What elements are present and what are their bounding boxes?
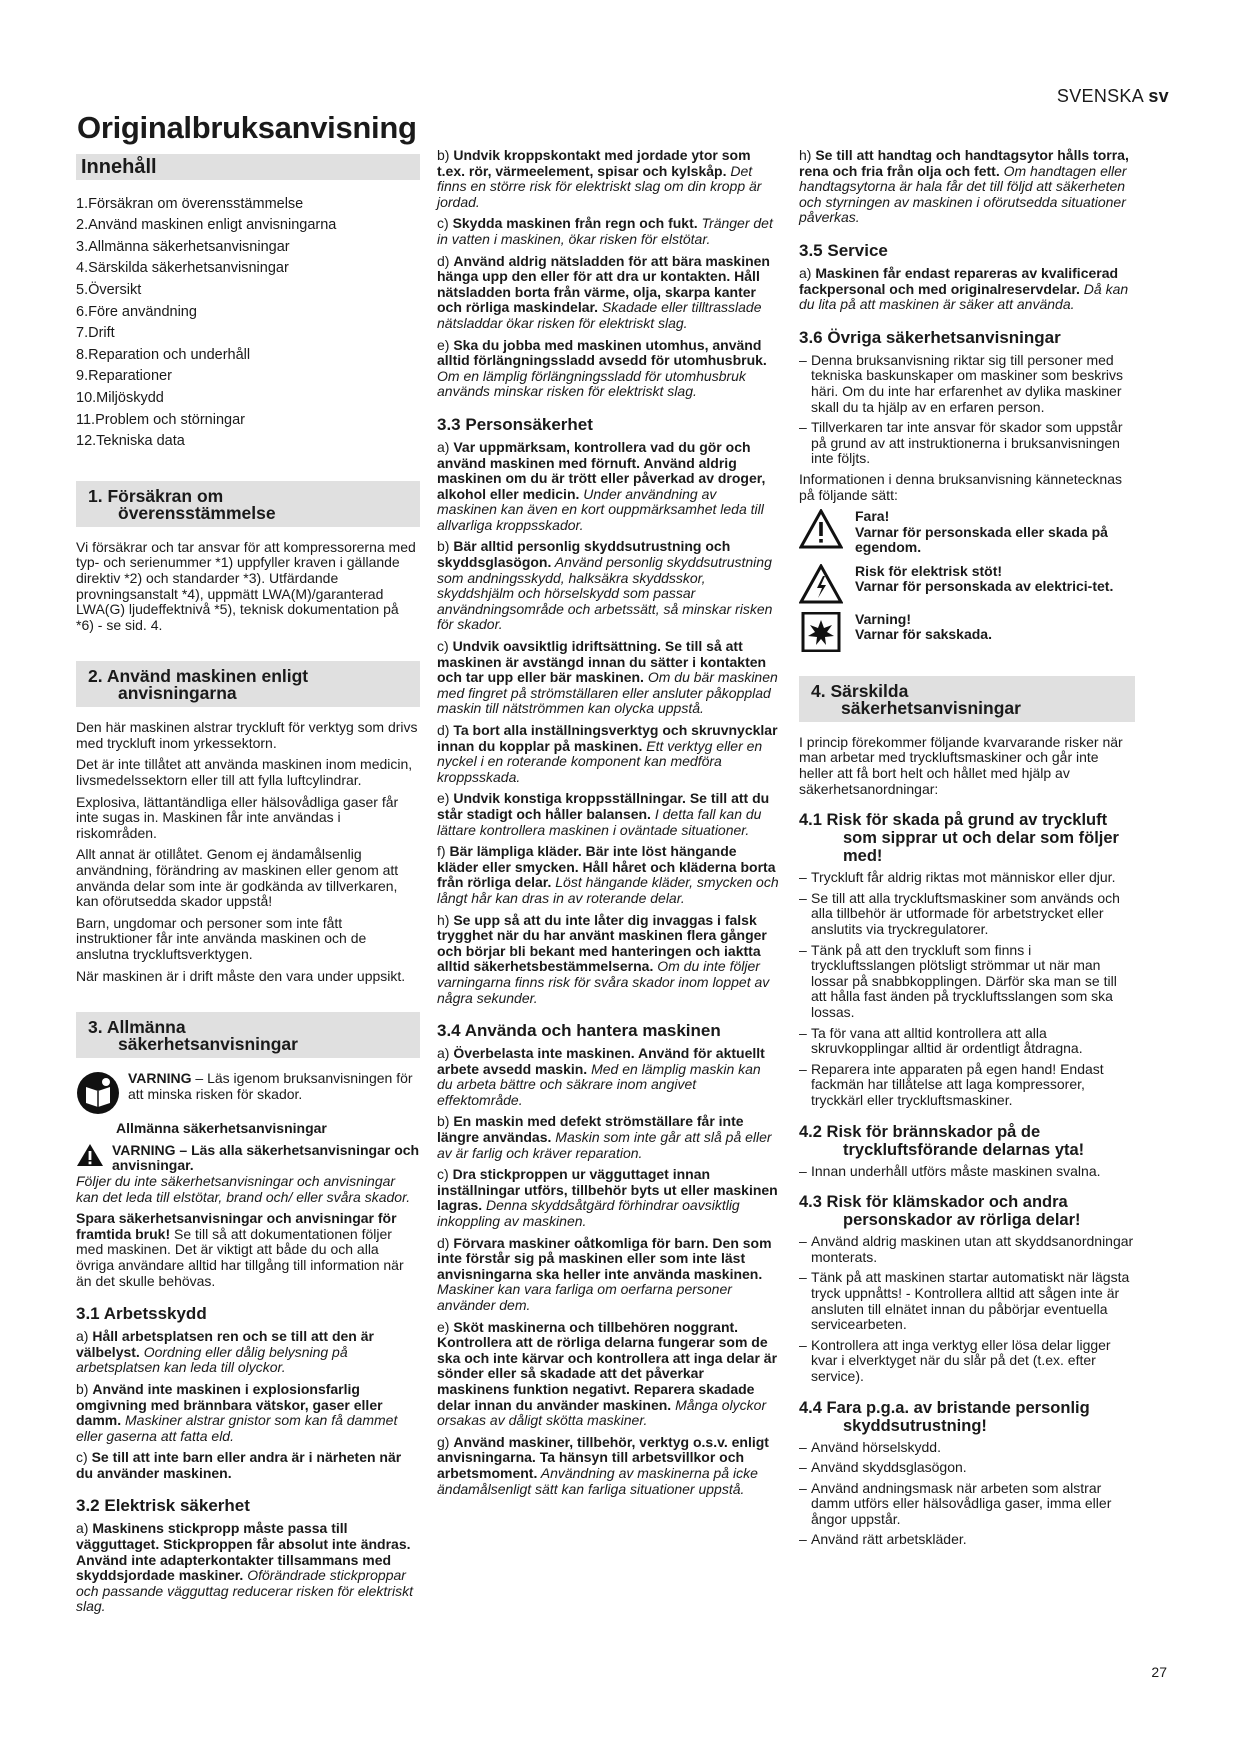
paragraph: Allt annat är otillåtet. Genom ej ändamålsenlig användning, förändring av maskinen eller genom att använda delar som inte är godkända av tillverkaren, kan oförutsedda skador uppstå!: [76, 846, 399, 910]
toc-item[interactable]: 8.Reparation och underhåll: [76, 346, 251, 363]
section-4-4-heading: 4.4 Fara p.g.a. av bristande personlig skyddsutrustning!: [799, 1398, 1090, 1435]
damage-warning-icon: [799, 612, 843, 652]
page-title: Originalbruksanvisning: [77, 110, 417, 145]
list-item: b) En maskin med defekt strömställare får inte längre användas. Maskin som inte går att slå på eller av är farlig och kräver reparation.: [437, 1113, 772, 1161]
sign-danger: Fara! Varnar för personskada eller skada på egendom.: [799, 509, 1135, 556]
toc-item[interactable]: 3.Allmänna säkerhetsanvisningar: [76, 238, 290, 255]
read-manual-notice: VARNING – Läs igenom bruksanvisningen för att minska risken för skador.: [76, 1071, 420, 1115]
section-2-heading: 2. Använd maskinen enligt anvisningarna: [76, 661, 420, 707]
dash-item: – Kontrollera att inga verktyg eller lösa delar ligger kvar i elverktyget när du slår på det (t.ex. efter service).: [799, 1338, 1135, 1385]
dash-item: – Se till att alla tryckluftsmaskiner som används och alla tillbehör är utformade för arbetstrycket eller anslutits via tryckregulatorer.: [799, 891, 1135, 938]
toc-item[interactable]: 7.Drift: [76, 325, 115, 342]
section-3-4-heading: 3.4 Använda och hantera maskinen: [437, 1021, 721, 1041]
read-manual-icon: [76, 1071, 120, 1115]
list-item: a) Var uppmärksam, kontrollera vad du gör och använd maskinen med förnuft. Använd aldrig maskinen om du är trött eller påverkad av droger, alkohol eller medicin. Under användning av maskinen kan även en kort ouppmärksamhet leda till allvarliga kroppsskador.: [437, 438, 766, 533]
list-item: h) Se till att handtag och handtagsytor hålls torra, rena och fria från olja och fett. Om handtagen eller handtagsytorna är hala får det till följd att säkerheten och styrningen av maskinen i oförutsedda situationer påverkas.: [799, 147, 1129, 226]
paragraph: Barn, ungdomar och personer som inte fått instruktioner får inte använda maskinen och de anslutna tryckluftsverktygen.: [76, 914, 367, 962]
dash-item: – Använd andningsmask när arbeten som alstrar damm utförs eller hälsovådliga gaser, imma eller ångor uppstår.: [799, 1481, 1135, 1528]
dash-item: – Reparera inte apparaten på egen hand! Endast fackmän har tillåtelse att laga kompressorer, tryckkärl eller tryckluftsmaskiner.: [799, 1062, 1135, 1109]
page-number: 27: [1151, 1664, 1167, 1680]
list-item: a) Överbelasta inte maskinen. Använd för aktuellt arbete avsedd maskin. Med en lämplig maskin kan du arbeta bättre och säkrare inom angivet effektområde.: [437, 1045, 765, 1108]
dash-item: – Ta för vana att alltid kontrollera att alla skruvkopplingar alltid är ordentligt åtdragna.: [799, 1026, 1135, 1057]
dash-item: – Tänk på att maskinen startar automatiskt när lägsta tryck uppnåtts! - Kontrollera alltid att sågen inte är ansluten till elnätet innan du påbörjar eventuella servicearbeten.: [799, 1270, 1135, 1332]
language-label: SVENSKA sv: [1056, 86, 1169, 106]
save-instructions: Spara säkerhetsanvisningar och anvisningar för framtida bruk! Se till så att dokumentationen följer med maskinen. Det är viktigt att både du och alla övriga användare alltid har tillgång till information när än det skulle behövas.: [76, 1210, 404, 1289]
column-2: [437, 148, 779, 1503]
section-3-heading: 3. Allmänna säkerhetsanvisningar: [76, 1012, 420, 1058]
dash-item: – Tänk på att den tryckluft som finns i tryckluftsslangen plötsligt strömmar ut när man lossar på snabbkopplingen. Därför ska man se till att hålla fast änden på tryckluftsslangen som ska lossas.: [799, 943, 1135, 1021]
dash-item: – Använd rätt arbetskläder.: [799, 1532, 1135, 1548]
list-item: e) Ska du jobba med maskinen utomhus, använd alltid förlängningssladd avsedd för utomhusbruk. Om en lämplig förlängningssladd för utomhusbruk används minskar risken för elektriskt slag.: [437, 336, 767, 400]
dash-item: – Denna bruksanvisning riktar sig till personer med tekniska baskunskaper om maskiner som beskrivs häri. Om du inte har erfarenhet av dylika maskiner skall du ta hjälp av en erfaren person.: [799, 353, 1135, 415]
warning-triangle-icon: [799, 509, 843, 549]
section-1-text: Vi försäkrar och tar ansvar för att kompressorerna med typ- och serienummer *1) uppfyller kraven i gällande direktiv *2) och standarder *3). Utfärdande provningsanstalt *4), uppmätt LWA(M)/garanterad LWA(G) ljudeffektnivå *5), teknisk dokumentation på *6) - se sid. 4.: [76, 538, 416, 633]
list-item: b) Undvik kroppskontakt med jordade ytor som t.ex. rör, värmeelement, spisar och kylskåp. Det finns en större risk för elektriskt slag om din kropp är jordad.: [437, 147, 762, 210]
section-4-intro: I princip förekommer följande kvarvarande risker när man arbetar med tryckluftsmaskiner och går inte heller att få bort helt och hållet med hjälp av säkerhetsanordningar:: [799, 733, 1123, 797]
list-item: a) Håll arbetsplatsen ren och se till att den är välbelyst. Oordning eller dålig belysning på arbetsplatsen kan leda till olyckor.: [76, 1328, 374, 1376]
toc-item[interactable]: 10.Miljöskydd: [76, 389, 164, 406]
list-item: a) Maskinens stickpropp måste passa till vägguttaget. Stickproppen får absolut inte ändras. Använd inte adapterkontakter tillsammans med skyddsjordade maskiner. Oförändrade stickproppar och passande vägguttag reducerar risken för elektriskt slag.: [76, 1520, 413, 1615]
toc-item[interactable]: 9.Reparationer: [76, 368, 172, 385]
list-item: c) Se till att inte barn eller andra är i närheten när du använder maskinen.: [76, 1449, 402, 1481]
table-of-contents: [76, 194, 420, 453]
sign-electric: Risk för elektrisk stöt! Varnar för personskada av elektrici-tet.: [799, 564, 1135, 604]
list-item: c) Undvik oavsiktlig idriftsättning. Se till så att maskinen är avstängd innan du sätter i kontakten och tar upp eller bär maskinen. Om du bär maskinen med fingret på strömställaren eller ansluter påkopplad maskin till nätströmmen kan olycka uppstå.: [437, 638, 778, 717]
dash-item: – Använd skyddsglasögon.: [799, 1460, 1135, 1476]
list-item: c) Dra stickproppen ur vägguttaget innan inställningar utförs, tillbehör byts ut eller maskinen lagras. Denna skyddsåtgärd förhindrar oavsiktlig inkoppling av maskinen.: [437, 1166, 778, 1230]
section-4-heading: 4. Särskilda säkerhetsanvisningar: [799, 676, 1135, 722]
toc-item[interactable]: 5.Översikt: [76, 281, 142, 298]
dash-item: – Använd hörselskydd.: [799, 1440, 1135, 1456]
list-item: c) Skydda maskinen från regn och fukt. Tränger det in vatten i maskinen, ökar risken för elstötar.: [437, 215, 773, 247]
list-item: e) Sköt maskinerna och tillbehören noggrant. Kontrollera att de rörliga delarna fungerar som de ska och inte kärvar och kontrollera att inga delar är sönder eller så skadade att det påverkar maskinens funktion negativt. Reparera skadade delar innan du använder maskinen. Många olyckor orsakas av dåligt skötta maskiner.: [437, 1318, 778, 1429]
sign-damage: Varning! Varnar för sakskada.: [799, 612, 1135, 652]
section-3-3-heading: 3.3 Personsäkerhet: [437, 414, 593, 434]
section-1-heading: 1. Försäkran om överensstämmelse: [76, 481, 420, 527]
dash-item: – Tryckluft får aldrig riktas mot människor eller djur.: [799, 870, 1135, 886]
signs-intro: Informationen i denna bruksanvisning kännetecknas på följande sätt:: [799, 470, 1122, 503]
general-safety-heading: Allmänna säkerhetsanvisningar: [116, 1120, 327, 1137]
toc-item[interactable]: 6.Före användning: [76, 303, 197, 320]
electric-shock-icon: [799, 564, 843, 604]
list-item: b) Använd inte maskinen i explosionsfarlig omgivning med brännbara vätskor, gaser eller damm. Maskiner alstrar gnistor som kan få dammet eller gaserna att fatta eld.: [76, 1380, 398, 1444]
paragraph: Explosiva, lättantändliga eller hälsovådliga gaser får inte sugas in. Maskinen får inte användas i riskområden.: [76, 793, 399, 841]
section-3-2-heading: 3.2 Elektrisk säkerhet: [76, 1496, 250, 1516]
section-3-6-heading: 3.6 Övriga säkerhetsanvisningar: [799, 327, 1061, 347]
section-3-1-heading: 3.1 Arbetsskydd: [76, 1304, 207, 1324]
list-item: a) Maskinen får endast repareras av kvalificerad fackpersonal och med originalreservdelar. Då kan du lita på att maskinen är säker att använda.: [799, 264, 1129, 313]
paragraph: När maskinen är i drift måste den vara under uppsikt.: [76, 967, 406, 984]
warning-consequence: Följer du inte säkerhetsanvisningar och anvisningar kan det leda till elstötar, brand och/ eller svåra skador.: [76, 1172, 411, 1205]
column-3: [799, 148, 1135, 1553]
list-item: d) Förvara maskiner oåtkomliga för barn. Den som inte förstår sig på maskinen eller som inte läst anvisningarna ska heller inte använda maskinen. Maskiner kan vara farliga om oerfarna personer använder dem.: [437, 1234, 772, 1313]
list-item: g) Använd maskiner, tillbehör, verktyg o.s.v. enligt anvisningarna. Ta hänsyn till arbetsvillkor och arbetsmoment. Användning av maskinerna på icke ändamålsenligt sätt kan farliga situationer uppstå.: [437, 1433, 769, 1497]
toc-item[interactable]: 1.Försäkran om överensstämmelse: [76, 195, 304, 212]
toc-item[interactable]: 4.Särskilda säkerhetsanvisningar: [76, 260, 289, 277]
list-item: d) Ta bort alla inställningsverktyg och skruvnycklar innan du kopplar på maskinen. Ett verktyg eller en nyckel i en roterande komponent kan medföra kroppsskada.: [437, 722, 778, 785]
section-4-2-heading: 4.2 Risk för brännskador på de tryckluftsförande delarnas yta!: [799, 1122, 1085, 1159]
list-item: e) Undvik konstiga kroppsställningar. Se till att du står stadigt och håller balansen. I detta fall kan du lättare kontrollera maskinen i oväntade situationer.: [437, 790, 770, 838]
warning-triangle-icon: [76, 1143, 104, 1167]
dash-item: – Innan underhåll utförs måste maskinen svalna.: [799, 1164, 1135, 1180]
toc-item[interactable]: 11.Problem och störningar: [76, 411, 245, 428]
toc-item[interactable]: 2.Använd maskinen enligt anvisningarna: [76, 217, 337, 234]
list-item: f) Bär lämpliga kläder. Bär inte löst hängande kläder eller smycken. Håll håret och kläderna borta från rörliga delar. Löst hängande kläder, smycken och långt hår kan dras in av roterande delar.: [437, 843, 779, 906]
toc-item[interactable]: 12.Tekniska data: [76, 433, 185, 450]
list-item: h) Se upp så att du inte låter dig invaggas i falsk trygghet när du har använt maskinen flera gånger och börjar bli bekant med hanteringen och iaktta alltid säkerhetsbestämmelserna. Om du inte följer varningarna finns risk för svåra skador inom loppet av några sekunder.: [437, 911, 770, 1006]
toc-heading: Innehåll: [76, 154, 420, 180]
paragraph: Den här maskinen alstrar tryckluft för verktyg som drivs med tryckluft inom yrkessektorn.: [76, 719, 418, 751]
section-4-3-heading: 4.3 Risk för klämskador och andra personskador av rörliga delar!: [799, 1193, 1081, 1230]
dash-item: – Tillverkaren tar inte ansvar för skador som uppstår på grund av att instruktionerna i bruksanvisningen inte följts.: [799, 420, 1135, 467]
paragraph: Det är inte tillåtet att använda maskinen inom medicin, livsmedelssektorn eller till att fylla luftcylindrar.: [76, 756, 413, 789]
list-item: d) Använd aldrig nätsladden för att bära maskinen hänga upp den eller för att dra ur kontakten. Håll nätsladden borta från värme, olja, skarpa kanter och rörliga maskindelar. Skadade eller tilltrasslade nätsladdar ökar risken för elektriskt slag.: [437, 252, 770, 331]
list-item: b) Bär alltid personlig skyddsutrustning och skyddsglasögon. Använd personlig skyddsutrustning som andningsskydd, halksäkra skyddsskor, skyddshjälm och hörselskydd som passar användningsområde och arbetssätt, så minskar risken för skador.: [437, 538, 773, 633]
column-1: [76, 154, 420, 1621]
warning-read-all: VARNING – Läs alla säkerhetsanvisningar och anvisningar.: [76, 1143, 420, 1174]
section-3-5-heading: 3.5 Service: [799, 240, 888, 260]
dash-item: – Använd aldrig maskinen utan att skyddsanordningar monterats.: [799, 1234, 1135, 1265]
section-4-1-heading: 4.1 Risk för skada på grund av tryckluft som sipprar ut och delar som följer med!: [799, 811, 1119, 866]
